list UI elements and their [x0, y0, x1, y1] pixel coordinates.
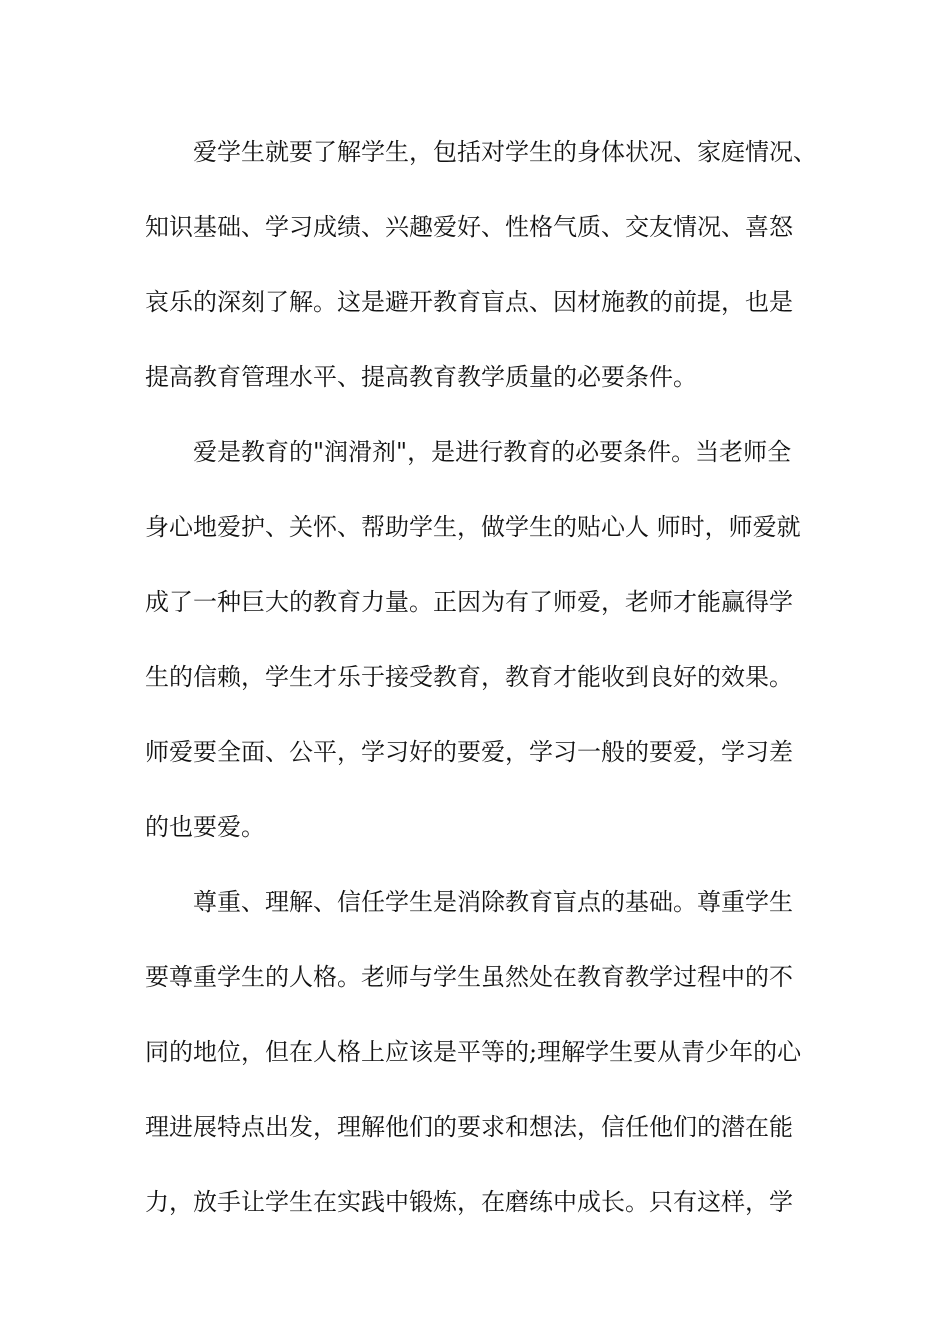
paragraph-2-line-3: 成了一种巨大的教育力量。正因为有了师爱，老师才能赢得学: [145, 588, 793, 616]
paragraph-2-line-6: 的也要爱。: [145, 813, 265, 841]
paragraph-2-line-1: 爱是教育的"润滑剂"，是进行教育的必要条件。当老师全: [193, 438, 792, 466]
paragraph-1-line-3: 哀乐的深刻了解。这是避开教育盲点、因材施教的前提，也是: [145, 288, 793, 316]
paragraph-1-line-2: 知识基础、学习成绩、兴趣爱好、性格气质、交友情况、喜怒: [145, 213, 793, 241]
paragraph-3-line-5: 力，放手让学生在实践中锻炼，在磨练中成长。只有这样，学: [145, 1188, 793, 1216]
paragraph-3-line-1: 尊重、理解、信任学生是消除教育盲点的基础。尊重学生: [193, 888, 793, 916]
paragraph-3-line-2: 要尊重学生的人格。老师与学生虽然处在教育教学过程中的不: [145, 963, 793, 991]
paragraph-1-line-1: 爱学生就要了解学生，包括对学生的身体状况、家庭情况、: [193, 138, 817, 166]
paragraph-3-line-4: 理进展特点出发，理解他们的要求和想法，信任他们的潜在能: [145, 1113, 793, 1141]
paragraph-1-line-4: 提高教育管理水平、提高教育教学质量的必要条件。: [145, 363, 697, 391]
paragraph-2-line-2: 身心地爱护、关怀、帮助学生，做学生的贴心人 师时，师爱就: [145, 513, 801, 541]
paragraph-2-line-5: 师爱要全面、公平，学习好的要爱，学习一般的要爱，学习差: [145, 738, 793, 766]
paragraph-3-line-3: 同的地位，但在人格上应该是平等的;理解学生要从青少年的心: [145, 1038, 802, 1066]
paragraph-2-line-4: 生的信赖，学生才乐于接受教育，教育才能收到良好的效果。: [145, 663, 793, 691]
